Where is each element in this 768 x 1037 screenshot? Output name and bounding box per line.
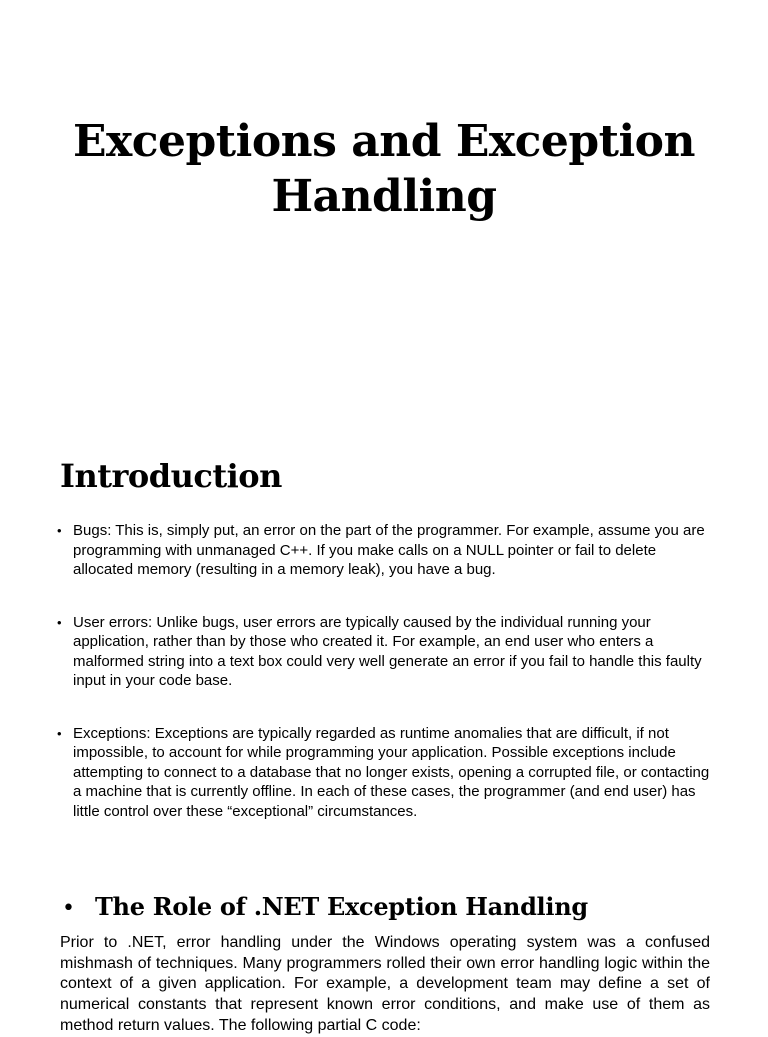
- introduction-heading: Introduction: [60, 457, 282, 495]
- introduction-bullet-list: [56, 521, 720, 854]
- bullet-text: User errors: Unlike bugs, user errors are typically caused by the individual running your application, rather than by those who created it. For example, an end user who enters a malformed string into a text box could very well generate an error if you fail to handle this faulty input in your code base.: [73, 613, 702, 689]
- bullet-item-bugs: [56, 521, 720, 580]
- role-section-heading: [62, 890, 722, 926]
- bullet-text: Bugs: This is, simply put, an error on the part of the programmer. For example, assume you are programming with unmanaged C++. If you make calls on a NULL pointer or fail to delete allocated memory (resulting in a memory leak), you have a bug.: [73, 522, 705, 578]
- bullet-text: Exceptions: Exceptions are typically regarded as runtime anomalies that are difficult, if not impossible, to account for while programming your application. Possible exceptions include attempting to connect to a database that no longer exists, opening a corrupted file, or contacting a machine that is currently offline. In each of these cases, the programmer (and end user) has little control over these “exceptional” circumstances.: [73, 724, 710, 820]
- document-title: Exceptions and Exception Handling: [72, 116, 696, 222]
- bullet-item-user-errors: [56, 613, 720, 691]
- bullet-dot-icon: •: [57, 614, 62, 630]
- heading-bullet-icon: •: [62, 896, 75, 921]
- role-heading-text: The Role of .NET Exception Handling: [95, 892, 588, 921]
- bullet-item-exceptions: [56, 724, 720, 822]
- bullet-dot-icon: •: [57, 725, 62, 741]
- role-section-paragraph: Prior to .NET, error handling under the Windows operating system was a confused mishmash of techniques. Many programmers rolled their own error handling logic within the context of a given application. For example, a development team may define a set of numerical constants that represent known error conditions, and make use of them as method return values. The following partial C code:: [60, 934, 710, 1034]
- bullet-dot-icon: •: [57, 523, 62, 538]
